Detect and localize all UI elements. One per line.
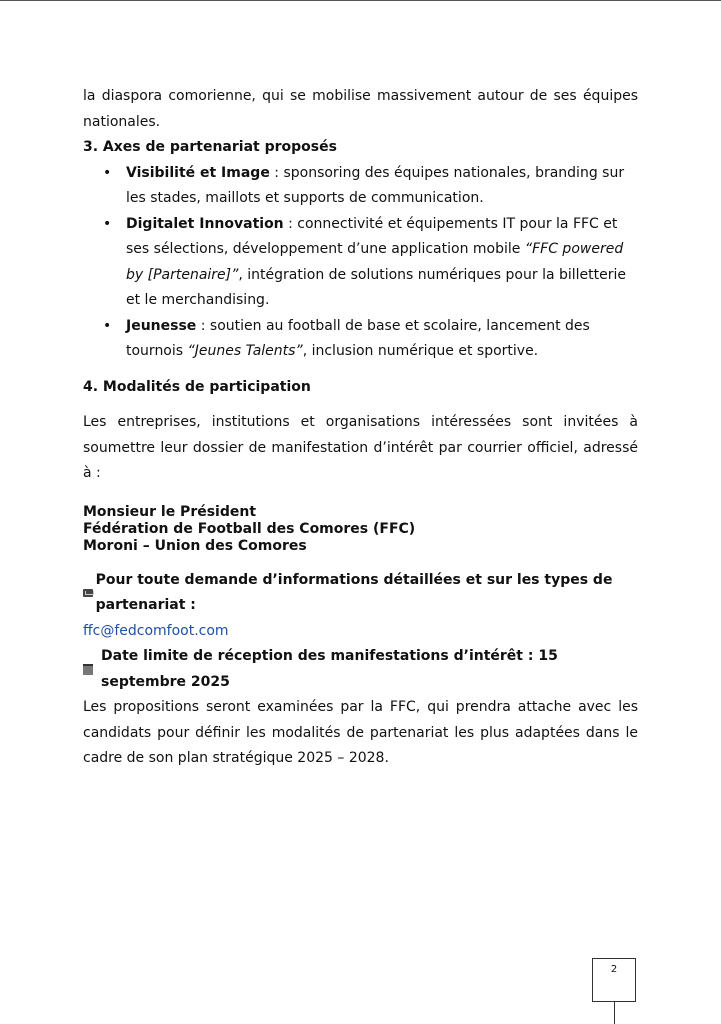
bullet-icon: • [103, 164, 112, 181]
calendar-icon [83, 664, 93, 675]
document-body [83, 84, 638, 772]
paragraph-diaspora: la diaspora comorienne, qui se mobilise massivement autour de ses équipes nationales. [83, 88, 638, 130]
email-link[interactable]: ffc@fedcomfoot.com [83, 622, 229, 639]
axis-item-visibility [83, 161, 638, 212]
address-line-2: Fédération de Football des Comores (FFC) [83, 520, 416, 537]
axis-title: Jeunesse [126, 317, 197, 334]
axis-text-continued: , inclusion numérique et sportive. [302, 343, 539, 359]
section-3-title: 3. Axes de partenariat proposés [83, 139, 337, 155]
deadline-text: Date limite de réception des manifestations d’intérêt : 15 septembre 2025 [101, 648, 558, 690]
partnership-axes-list [83, 161, 638, 365]
axis-text-continued: , intégration de solutions numériques pour la billetterie et le merchandising. [126, 266, 627, 308]
axis-italic: “Jeunes Talents” [187, 343, 303, 359]
page-number-box [592, 958, 636, 1002]
axis-text: : soutien au football de base et scolaire, lancement des tournois [126, 317, 590, 359]
address-line-3: Moroni – Union des Comores [83, 537, 307, 554]
bullet-icon: • [103, 215, 112, 232]
contact-email[interactable] [83, 619, 638, 645]
axis-text: : connectivité et équipements IT pour la FFC et ses sélections, développement d’une application mobile [126, 215, 618, 257]
contact-label [83, 568, 638, 619]
axis-item-digital [83, 212, 638, 314]
page-top-edge [0, 0, 721, 1]
contact-label-text: Pour toute demande d’informations détaillées et sur les types de partenariat : [95, 571, 613, 613]
axis-title: Visibilité et Image [126, 164, 270, 181]
postal-address [83, 504, 638, 555]
axis-italic: “FFC powered by [Partenaire]” [126, 241, 624, 283]
section-4-title: 4. Modalités de participation [83, 378, 311, 395]
deadline-line [83, 644, 638, 695]
envelope-icon [83, 589, 93, 597]
bullet-icon: • [103, 317, 112, 334]
axis-title: Digitalet Innovation [126, 215, 284, 232]
axis-text: : sponsoring des équipes nationales, branding sur les stades, maillots et supports de communication. [126, 164, 625, 206]
closing-paragraph: Les propositions seront examinées par la FFC, qui prendra attache avec les candidats pour définir les modalités de partenariat les plus adaptées dans le cadre de son plan stratégique 2025 – 2028. [83, 699, 638, 766]
page-number: 2 [610, 964, 618, 975]
participation-intro: Les entreprises, institutions et organisations intéressées sont invitées à soumettre leur dossier de manifestation d’intérêt par courrier officiel, adressé à : [83, 414, 638, 481]
page-number-line [614, 1001, 615, 1024]
address-line-1: Monsieur le Président [83, 503, 257, 520]
axis-item-youth [83, 314, 638, 365]
